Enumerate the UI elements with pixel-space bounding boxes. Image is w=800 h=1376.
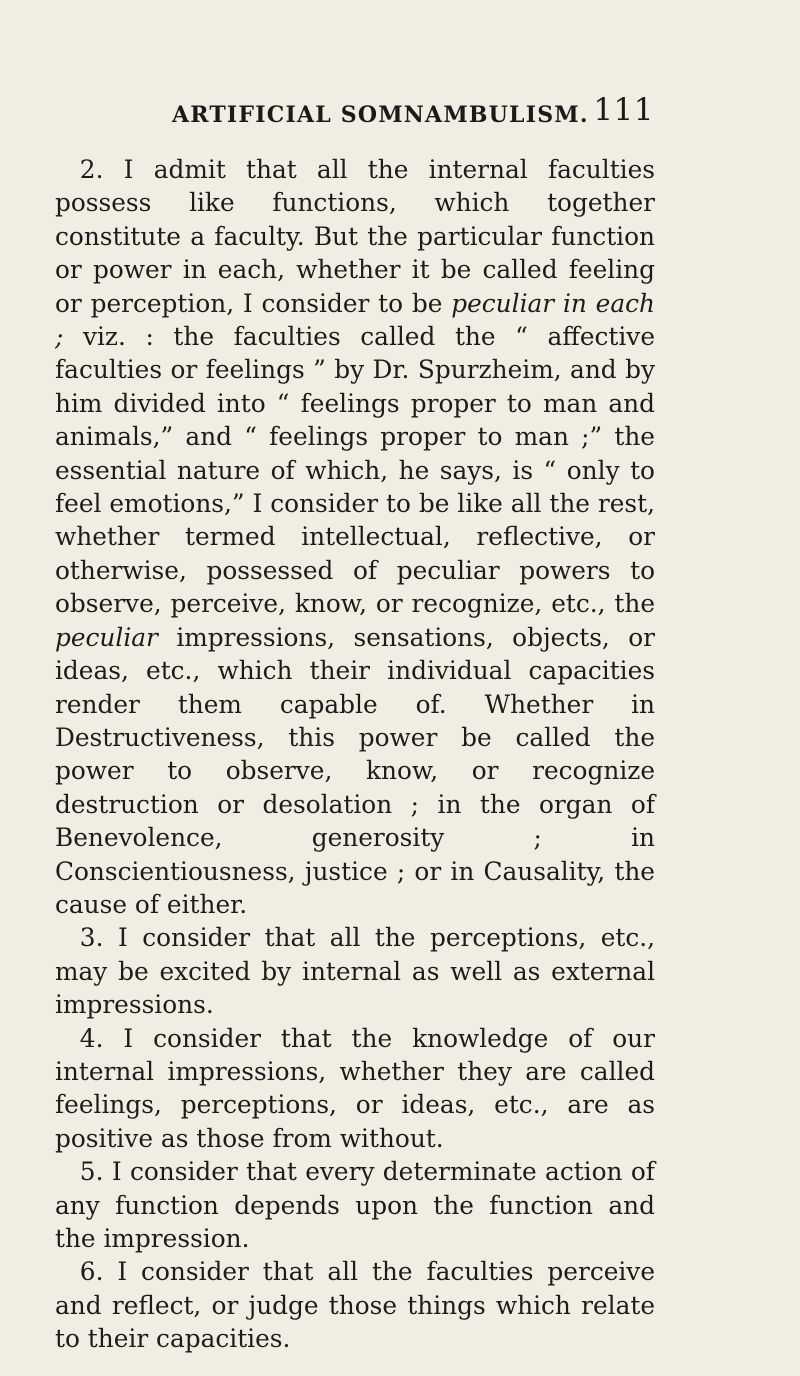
paragraph-2-text-a: 2. I admit that all the internal faculties possess like functions, which together constitute a faculty. But the particular function or power in each, whether it be called feeling or perception, I consider to be (55, 155, 655, 318)
page-number: 111 (593, 92, 654, 128)
paragraph-2-italic-1: peculiar in each ; (55, 288, 655, 352)
page-header (148, 92, 658, 132)
paragraph-3: 3. I consider that all the perceptions, etc., may be excited by internal as well as external impressions. (55, 923, 655, 1020)
paragraph-5: 5. I consider that every determinate action of any function depends upon the function and the impression. (55, 1157, 655, 1253)
paragraph-2-italic-2: peculiar (55, 622, 158, 652)
paragraph-2 (55, 153, 655, 921)
running-title: ARTIFICIAL SOMNAMBULISM. (172, 102, 589, 128)
body-text (55, 153, 655, 1356)
paragraph-6: 6. I consider that all the faculties perceive and reflect, or judge those things which relate to their capacities. (55, 1257, 655, 1354)
paragraph-2-text-b: viz. : the faculties called the “ affective faculties or feelings ” by Dr. Spurzheim, and by him divided into “ feelings proper to man and animals,” and “ feelings proper to man ;” the essential nature of which, he says, is “ only to feel emotions,” I consider to be like all the rest, whether termed intellectual, reflective, or otherwise, possessed of peculiar powers to observe, perceive, know, or recognize, etc., the (55, 322, 655, 619)
paragraph-2-text-c: impressions, sensations, objects, or ideas, etc., which their individual capacities render them capable of. Whether in Destructiveness, this power be called the power to observe, know, or recognize destruction or desolation ; in the organ of Benevolence, generosity ; in Conscientiousness, justice ; or in Causality, the cause of either. (55, 622, 655, 919)
paragraph-4: 4. I consider that the knowledge of our internal impressions, whether they are called feelings, perceptions, or ideas, etc., are as positive as those from without. (55, 1023, 655, 1153)
